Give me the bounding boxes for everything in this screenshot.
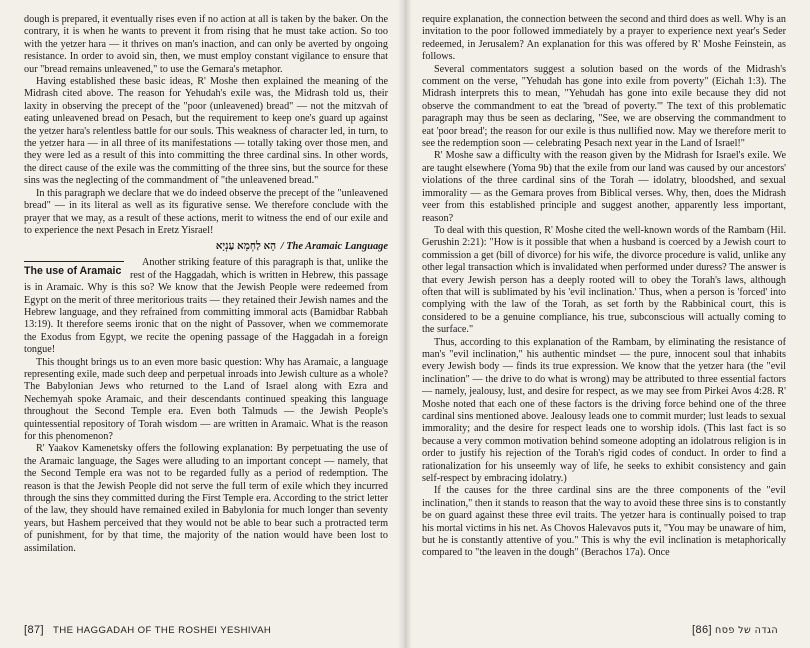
paragraph: If the causes for the three cardinal sins are the three components of the "evil inclination," then it stands to reason that the way to avoid these three sins is to constantly be on guard against these three evil traits. The yetzer hara is continually poised to trap his mortal victims in his net. As Chovos Halevavos puts it, "You may be unaware of him, but he is constantly attentive of you." This is why the evil inclination is metaphorically compared to "the leaven in the dough" (Berachos 17a). Once — [422, 485, 786, 559]
paragraph: To deal with this question, R' Moshe cited the well-known words of the Rambam (Hil. Gerushin 2:21): "How is it possible that when a husband is coerced by a Jewish court to commission a get (bill of divorce) for his wife, the divorce procedure is valid, unlike any other legal transaction which is invalidated when performed under duress? The answer is that every Jewish person has a deeply rooted will to obey the Torah's laws, although often that will is sublimated by his 'evil inclination.' Thus, when a person is 'forced' into complying with the law of the Torah, as set forth by the Rabbinical court, this is considered to be a genuine compliance, his true, subconscious will actually coming to the surface." — [422, 224, 786, 336]
paragraph: Several commentators suggest a solution based on the words of the Midrash's comment on the verse, "Yehudah has gone into exile from poverty" (Eichah 1:3). The Midrash interprets this to mean, "Yehudah has gone into exile because they did not observe the commandment to eat the 'bread of poverty.'" The text of this problematic paragraph may thus be seen as declaring, "See, we are observing the commandment to eat 'poor bread'; the reason for our exile is thus nullified now. May we therefore merit to see the redemption soon — celebrating Pesach next year in the Land of Israel!" — [422, 63, 786, 150]
paragraph: This thought brings us to an even more basic question: Why has Aramaic, a language representing exile, made such deep and perpetual inroads into Jewish culture as a whole? The Babylonian Jews who returned to the Land of Israel along with Ezra and Nechemyah spoke Aramaic, and their descendants continued speaking this language throughout the Second Temple era. Even both Talmuds — the Jewish People's quintessential repository of Torah wisdom — are written in Aramaic. What is the reason for this phenomenon? — [24, 356, 388, 442]
paragraph: Having established these basic ideas, R' Moshe then explained the meaning of the Midrash cited above. The reason for Yehudah's exile was, the Midrash told us, their laxity in observing the precept of the "poor (unleavened) bread" — not the mitzvah of eating unleavened bread on Pesach, but the requirement to keep one's guard up against the yetzer hara's relentless battle for our souls. This weakness of character led, in turn, to the yetzer hara — in all three of its manifestations — totally taking over those men, and they were led as a result of this into committing the three cardinal sins. In other words, the direct cause of the exile was the committing of the three sins, but the source for these sins was the neglecting of the commandment of "the unleavened bread." — [24, 76, 388, 187]
paragraph: R' Moshe saw a difficulty with the reason given by the Midrash for Israel's exile. We are taught elsewhere (Yoma 9b) that the exile from our land was caused by our ancestors' violations of the three cardinal sins of the Torah — idolatry, bloodshed, and sexual immorality — as the Gemara proves from Biblical verses. Why, then, does the Midrash veer from this established principle and suggest another, apparently less important, reason? — [422, 150, 786, 224]
right-page — [406, 0, 810, 648]
left-footer — [24, 624, 271, 636]
right-footer — [692, 624, 786, 636]
paragraph: In this paragraph we declare that we do indeed observe the precept of the "unleavened bread" — in its literal as well as its figurative sense. We therefore conclude with the prayer that we may, as a result of these actions, merit to witness the end of our exile and to experience the next Pesach in Eretz Yisrael! — [24, 187, 388, 236]
running-title: THE HAGGADAH OF THE ROSHEI YESHIVAH — [53, 625, 272, 636]
page-number: [87] — [24, 624, 44, 636]
section-heading-hebrew: הָא לַחְמָא עַנְיָא — [215, 241, 277, 253]
paragraph: Another striking feature of this paragraph is that, unlike the rest of the Haggadah, which is written in Hebrew, this passage is in Aramaic. Why is this so? We know that the Jewish People were redeemed from Egypt on the merit of three meritorious traits — they retained their Jewish names and the Hebrew language, and they refrained from committing immoral acts (Bamidbar Rabbah 13:19). It therefore seems ironic that on the night of Passover, when we commemorate the Exodus from Egypt, we recite the opening passage of the Haggadah in a foreign tongue! — [24, 257, 388, 356]
paragraph: require explanation, the connection between the second and third does as well. Why is an invitation to the poor followed immediately by a prayer to experience next year's Seder redeemed, in Jerusalem? An explanation for this was offered by R' Moshe Feinstein, as follows. — [422, 14, 786, 63]
side-heading: The use of Aramaic — [24, 261, 124, 278]
left-page — [0, 0, 404, 648]
section-heading — [24, 240, 388, 253]
page-number: [86] — [691, 624, 712, 636]
running-title-hebrew: הגדה של פסח — [715, 625, 778, 636]
paragraph: Thus, according to this explanation of the Rambam, by eliminating the resistance of man's "evil inclination," his authentic mindset — the pure, innocent soul that inhabits every Jewish body — finds its true expression. We know that the yetzer hara (the "evil inclination" — the drive to do what is wrong) may be attributed to three essential factors — namely, jealousy, lust, and desire for respect, as we may see from Pirkei Avos 4:28. R' Moshe noted that each one of these factors is the driving force behind one of the three cardinal sins mentioned above. Jealousy leads one to commit murder; lust leads to sexual immorality; and the desire for respect leads one to worship idols. (This last fact is so because a very common motivation behind someone adopting an idolatrous religion is in order to justify his rejection of the Torah's rigid codes of conduct. In order to find a rationalization for his unseemly way of life, he seeks to exhibit consistency and gain self-respect by embracing idolatry.) — [422, 336, 786, 485]
paragraph: R' Yaakov Kamenetsky offers the following explanation: By perpetuating the use of the Aramaic language, the Sages were alluding to an important concept — namely, that the Second Temple era was not to be regarded fully as a period of redemption. The reason is that the Jewish People did not serve the full term of exile which they incurred through the sins they committed during the First Temple era. According to the strict letter of the law, they should have remained exiled in Babylonia for much longer than seventy years, but Hashem perceived that they would not be able to bear such a protracted term of punishment, for by that time, the majority of the nation would have been lost to assimilation. — [24, 443, 388, 554]
paragraph: dough is prepared, it eventually rises even if no action at all is taken by the baker. On the contrary, it is when he wants to prevent it from rising that he must take action. So too with the yetzer hara — it thrives on man's inaction, and can only be averted by ongoing resistance. In order to avoid sin, then, we must employ constant vigilance to ensure that our "bread remains unleavened," to use the Gemara's metaphor. — [24, 14, 388, 75]
section-heading-text: / The Aramaic Language — [280, 241, 388, 253]
